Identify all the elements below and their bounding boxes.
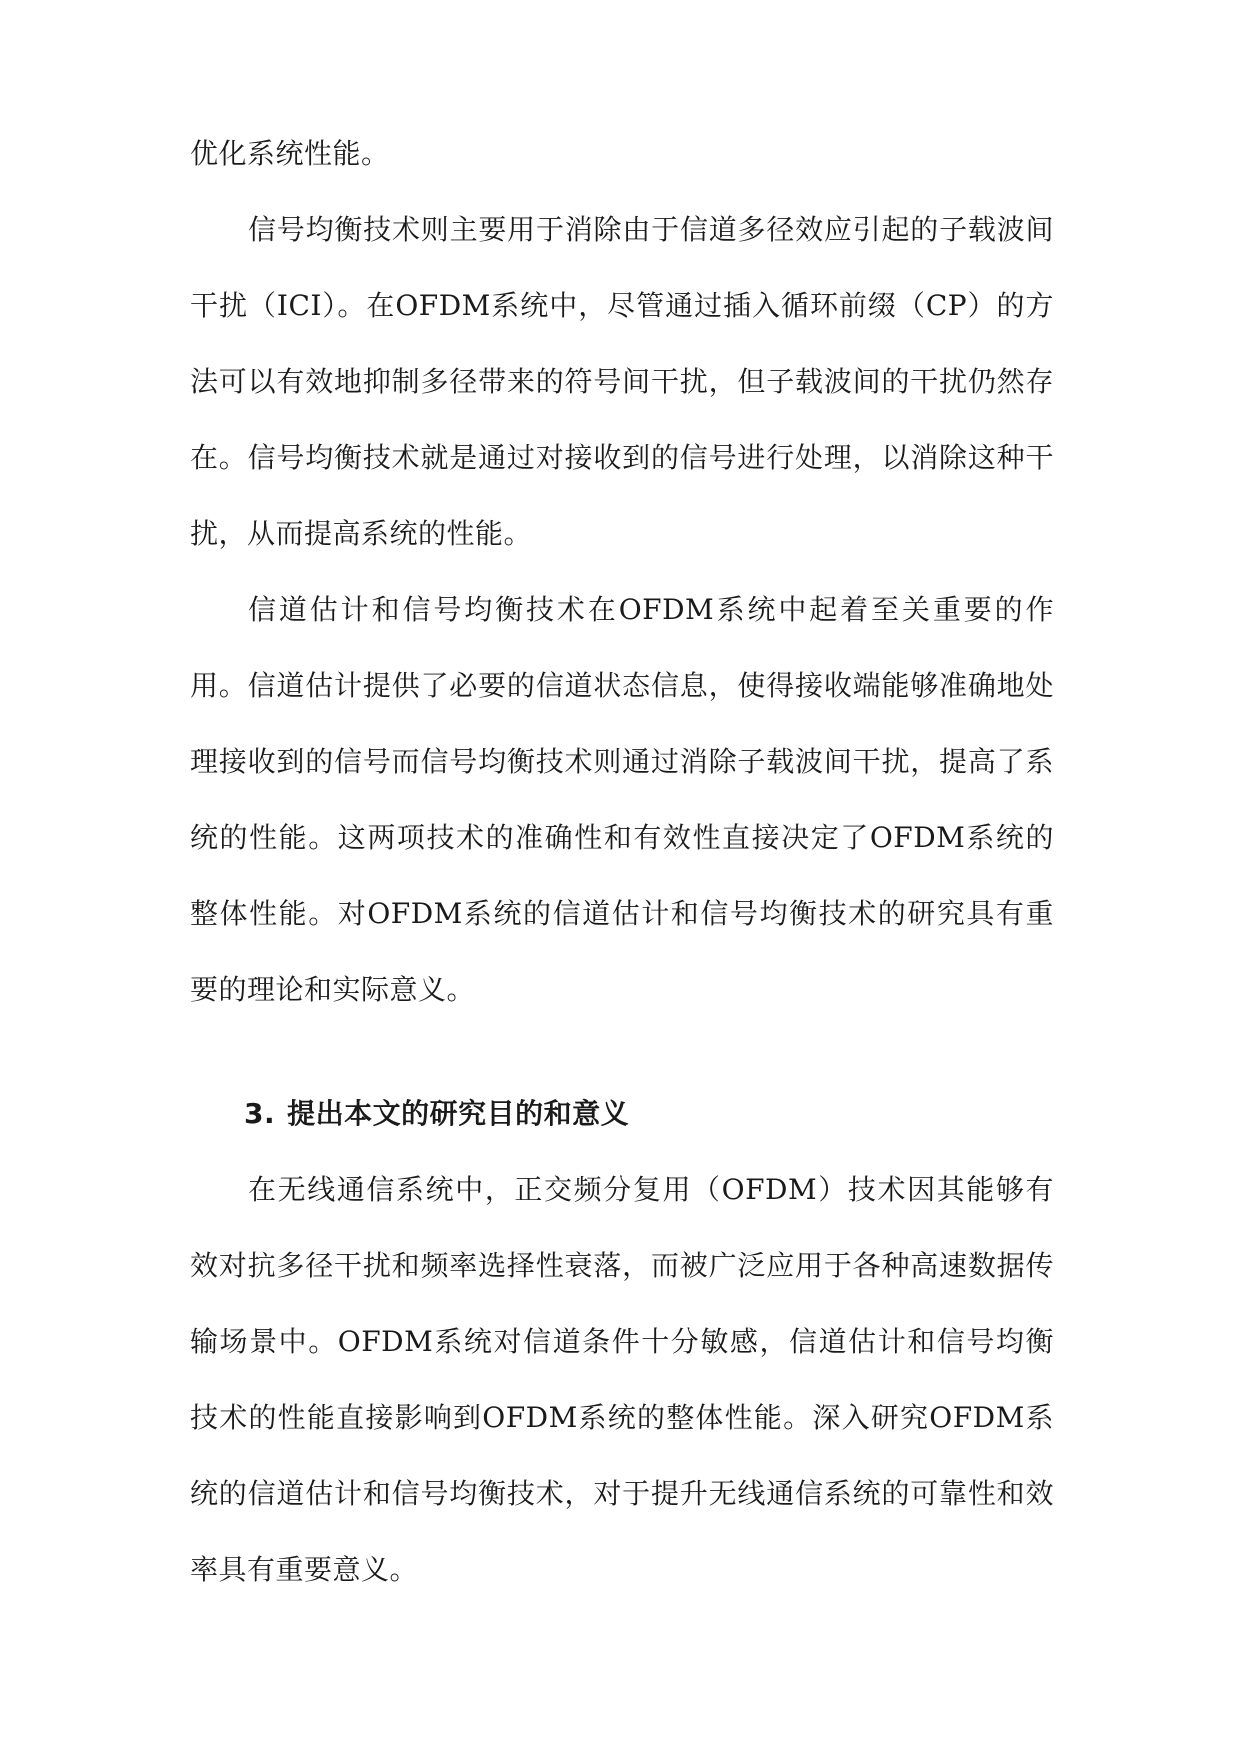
section-number: 3. xyxy=(244,1097,276,1130)
section-heading xyxy=(190,1076,1054,1152)
paragraph-importance: 信道估计和信号均衡技术在OFDM系统中起着至关重要的作用。信道估计提供了必要的信道状态信息，使得接收端能够准确地处理接收到的信号而信号均衡技术则通过消除子载波间干扰，提高了系统的性能。这两项技术的准确性和有效性直接决定了OFDM系统的整体性能。对OFDM系统的信道估计和信号均衡技术的研究具有重要的理论和实际意义。 xyxy=(190,593,1054,1006)
paragraph-signal-equalization: 信号均衡技术则主要用于消除由于信道多径效应引起的子载波间干扰（ICI）。在OFDM系统中，尽管通过插入循环前缀（CP）的方法可以有效地抑制多径带来的符号间干扰，但子载波间的干扰仍然存在。信号均衡技术就是通过对接收到的信号进行处理，以消除这种干扰，从而提高系统的性能。 xyxy=(190,213,1054,550)
section-title: 提出本文的研究目的和意义 xyxy=(287,1097,630,1130)
paragraph-research-purpose: 在无线通信系统中，正交频分复用（OFDM）技术因其能够有效对抗多径干扰和频率选择性衰落，而被广泛应用于各种高速数据传输场景中。OFDM系统对信道条件十分敏感，信道估计和信号均衡技术的性能直接影响到OFDM系统的整体性能。深入研究OFDM系统的信道估计和信号均衡技术，对于提升无线通信系统的可靠性和效率具有重要意义。 xyxy=(190,1173,1054,1586)
document-page xyxy=(190,116,1054,1608)
paragraph-continuation: 优化系统性能。 xyxy=(190,137,390,170)
